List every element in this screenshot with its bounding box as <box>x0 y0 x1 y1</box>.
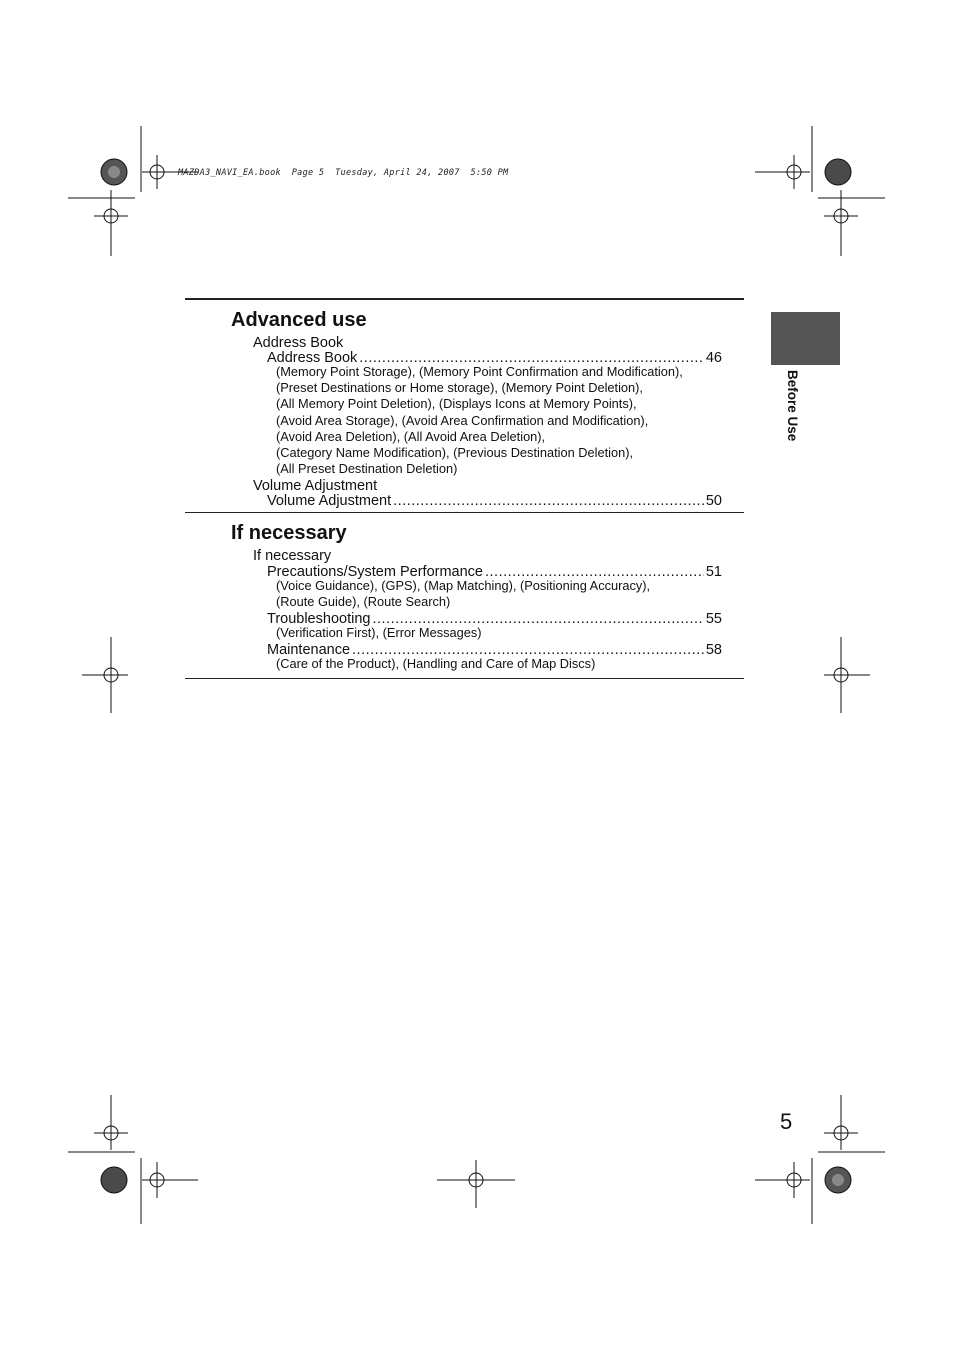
chapter-tab-label <box>773 370 813 450</box>
toc-subtopics: (Verification First), (Error Messages) <box>276 625 482 640</box>
toc-group-address-book: Address Book <box>253 335 344 351</box>
toc-group-volume-adjustment: Volume Adjustment <box>253 478 378 494</box>
toc-subtopics: (Memory Point Storage), (Memory Point Confirmation and Modification), <box>276 364 683 379</box>
crosshair-icons <box>82 155 870 1208</box>
toc-page-number: 50 <box>705 493 722 509</box>
section-divider <box>185 678 744 679</box>
crosshair-icon <box>824 1095 858 1150</box>
crosshair-icon <box>94 1095 128 1150</box>
toc-entry-label: Address Book <box>267 350 358 366</box>
crosshair-icon <box>755 1162 810 1198</box>
section-divider <box>185 298 744 300</box>
toc-page-number: 46 <box>705 350 722 366</box>
crosshair-icon <box>824 637 870 713</box>
print-info-header: MAZDA3_NAVI_EA.book Page 5 Tuesday, April 24, 2007 5:50 PM <box>178 168 509 178</box>
section-title-advanced-use: Advanced use <box>231 309 367 331</box>
toc-subtopics: (Avoid Area Deletion), (All Avoid Area Deletion), <box>276 429 546 444</box>
toc-page-number: 58 <box>705 642 722 658</box>
toc-page-number: 51 <box>705 564 722 580</box>
toc-entry-label: Troubleshooting <box>267 611 371 627</box>
crosshair-icon <box>755 155 810 189</box>
toc-leader-dots <box>393 493 704 509</box>
toc-subtopics: (Care of the Product), (Handling and Care of Map Discs) <box>276 656 596 671</box>
toc-group-if-necessary: If necessary <box>253 548 332 564</box>
toc-entry-label: Maintenance <box>267 642 351 658</box>
crosshair-icon <box>437 1160 515 1208</box>
crosshair-icon <box>94 190 128 256</box>
crosshair-icon <box>824 190 858 256</box>
section-title-if-necessary: If necessary <box>231 522 347 544</box>
toc-subtopics: (Category Name Modification), (Previous Destination Deletion), <box>276 445 634 460</box>
section-divider <box>185 512 744 513</box>
toc-page-number: 55 <box>705 611 722 627</box>
chapter-tab-text: Before Use <box>785 370 800 442</box>
toc-entry-label: Volume Adjustment <box>267 493 392 509</box>
page-number: 5 <box>780 1109 793 1134</box>
toc-entry-volume-adjustment[interactable] <box>267 493 722 509</box>
toc-subtopics: (All Memory Point Deletion), (Displays Icons at Memory Points), <box>276 396 637 411</box>
toc-subtopics: (Preset Destinations or Home storage), (Memory Point Deletion), <box>276 380 643 395</box>
crosshair-icon <box>142 1162 198 1198</box>
crosshair-icon <box>82 637 128 713</box>
toc-entry-label: Precautions/System Performance <box>267 564 483 580</box>
toc-subtopics: (Route Guide), (Route Search) <box>276 594 451 609</box>
calibration-disc-icons <box>101 159 851 1193</box>
toc-subtopics: (Avoid Area Storage), (Avoid Area Confirmation and Modification), <box>276 413 649 428</box>
chapter-tab <box>771 312 840 365</box>
toc-subtopics: (Voice Guidance), (GPS), (Map Matching), (Positioning Accuracy), <box>276 578 651 593</box>
toc-subtopics: (All Preset Destination Deletion) <box>276 461 458 476</box>
